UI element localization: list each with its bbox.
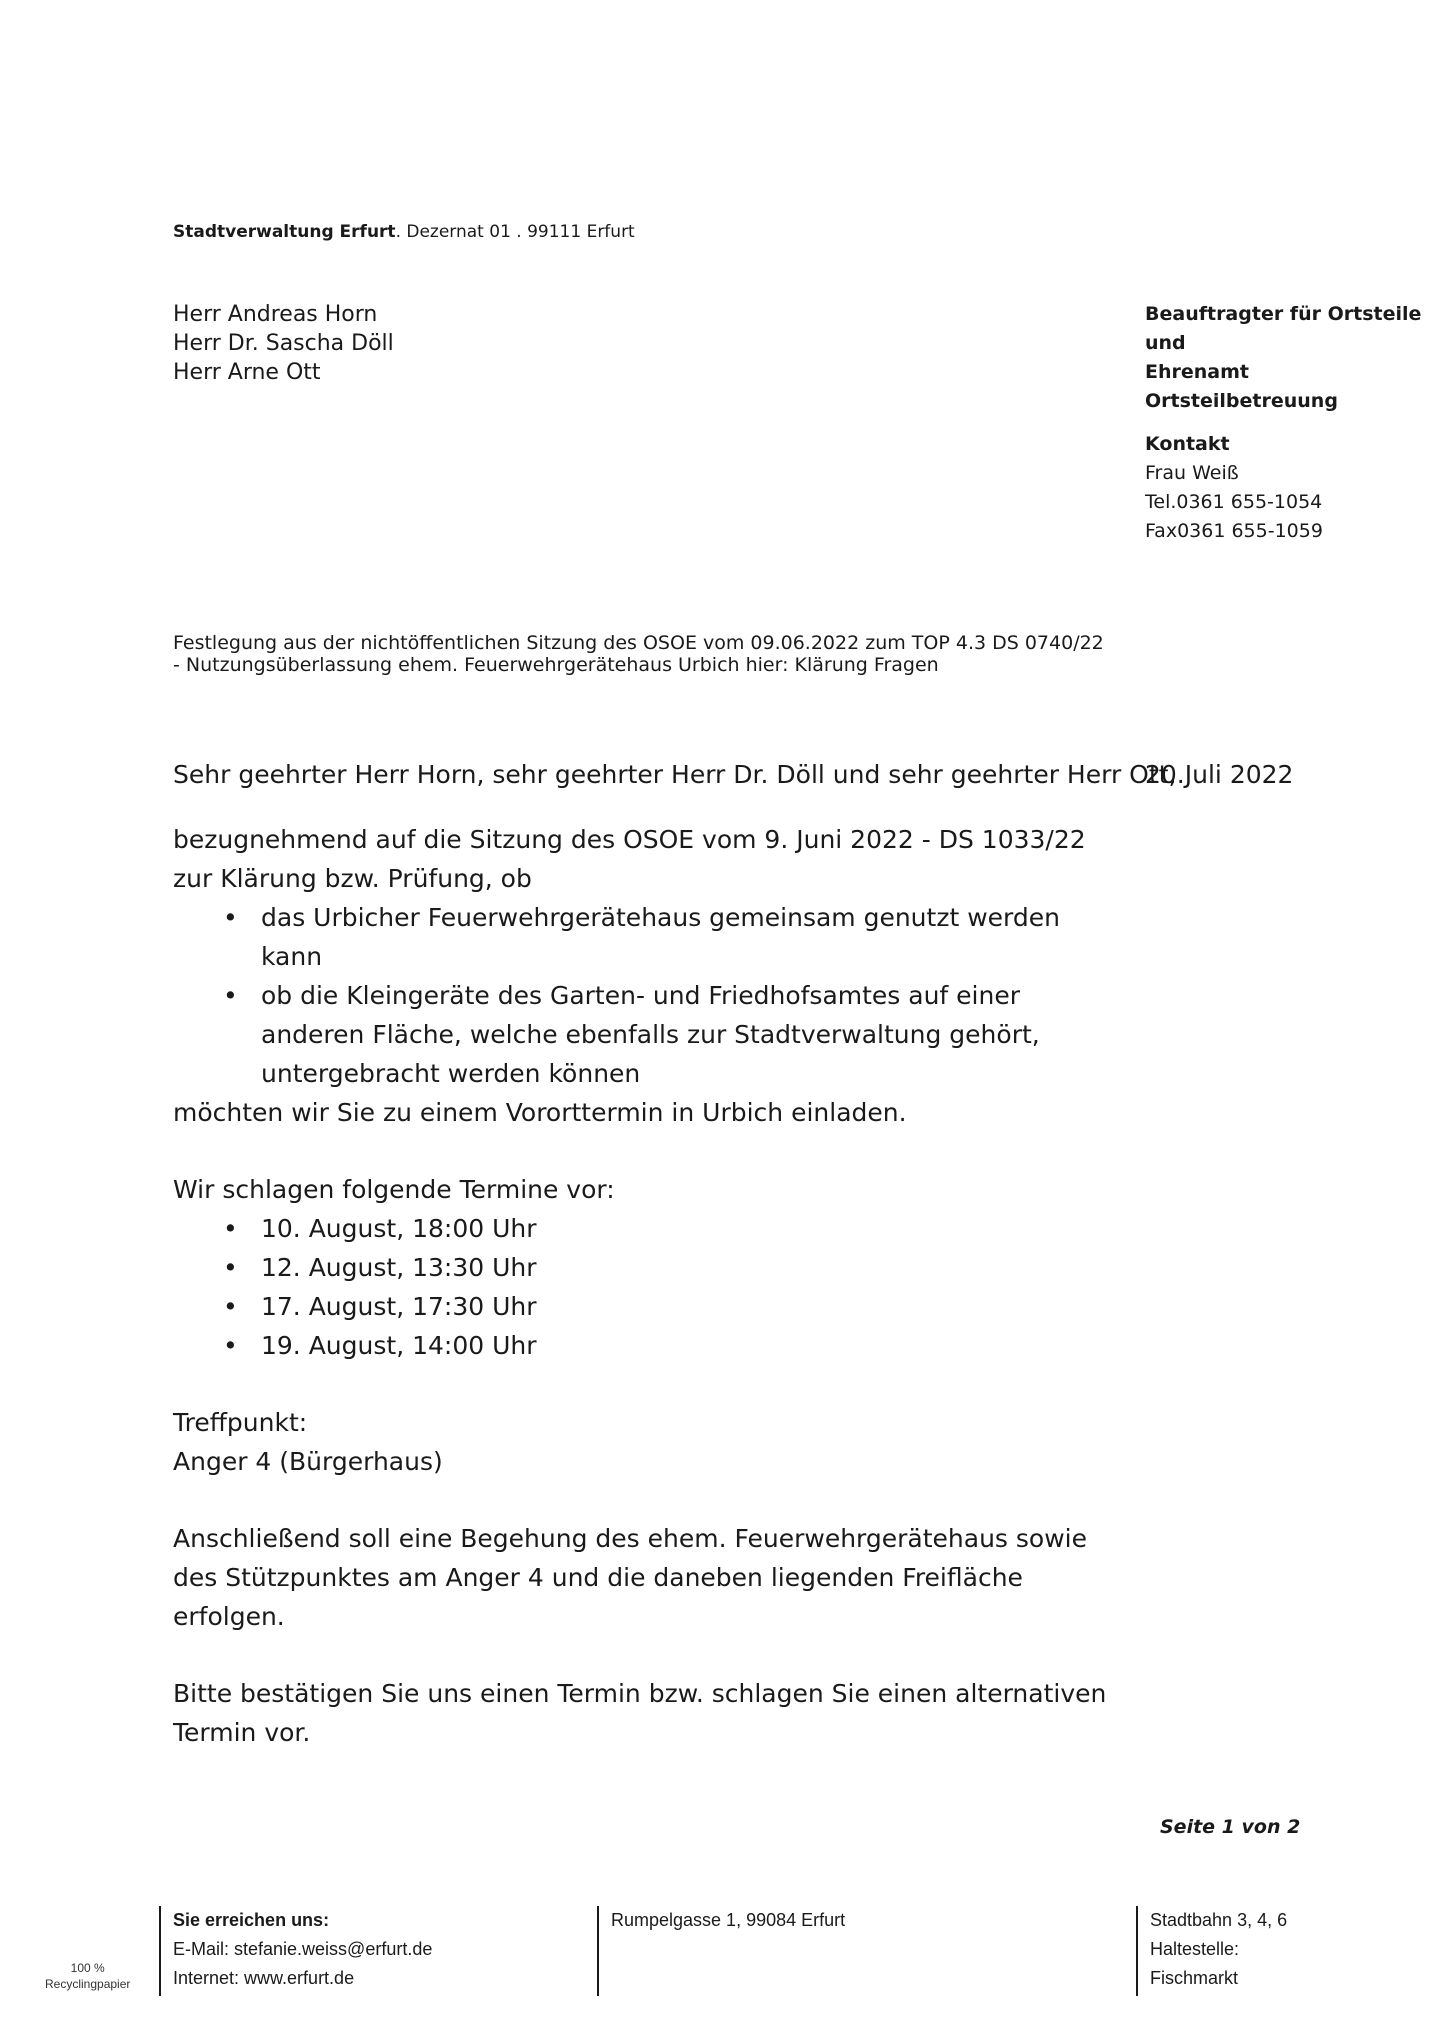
recipient-name: Herr Dr. Sascha Döll — [173, 331, 394, 356]
recipient-name: Herr Arne Ott — [173, 360, 321, 385]
meeting-place: Anger 4 (Bürgerhaus) — [173, 1447, 443, 1476]
intro-paragraph: bezugnehmend auf die Sitzung des OSOE vom 9. Juni 2022 - DS 1033/22 zur Klärung bzw. Prüfung, ob — [173, 825, 1086, 893]
recycling-note: 100 % Recyclingpapier — [45, 1961, 131, 1991]
list-item: • 12. August, 13:30 Uhr — [223, 1253, 537, 1282]
footer-tram: Stadtbahn 3, 4, 6 — [1150, 1910, 1288, 1930]
invite-paragraph: möchten wir Sie zu einem Vororttermin in Urbich einladen. — [173, 1098, 907, 1127]
footer-stop-label: Haltestelle: — [1150, 1939, 1240, 1959]
contact-name: Frau Weiß — [1145, 462, 1239, 484]
sender-rest: . Dezernat 01 . 99111 Erfurt — [395, 222, 635, 242]
recipient-name: Herr Andreas Horn — [173, 302, 378, 327]
department-line: Ortsteilbetreuung — [1145, 390, 1338, 412]
list-item: • 19. August, 14:00 Uhr — [223, 1331, 537, 1360]
sender-org: Stadtverwaltung Erfurt — [173, 222, 396, 242]
salutation: Sehr geehrter Herr Horn, sehr geehrter Herr Dr. Döll und sehr geehrter Herr Ott, — [173, 760, 1177, 789]
contact-label: Kontakt — [1145, 433, 1230, 455]
department-line: Ehrenamt — [1145, 361, 1249, 383]
footer-stop: Fischmarkt — [1150, 1968, 1239, 1988]
contact-fax: Fax0361 655-1059 — [1145, 520, 1323, 542]
closing-paragraph: Bitte bestätigen Sie uns einen Termin bzw. schlagen Sie einen alternativen Termin vor. — [173, 1679, 1107, 1747]
list-item: • das Urbicher Feuerwehrgerätehaus gemeinsam genutzt werden kann — [223, 903, 1060, 971]
footer-transit — [1150, 1906, 1287, 1993]
inspection-paragraph: Anschließend soll eine Begehung des ehem. Feuerwehrgerätehaus sowie des Stützpunktes am Anger 4 und die daneben liegenden Freifläche erfolgen. — [173, 1524, 1088, 1631]
recipient-block — [173, 300, 394, 387]
list-item: • 10. August, 18:00 Uhr — [223, 1214, 537, 1243]
check-list — [173, 898, 1113, 1093]
footer-divider — [159, 1906, 161, 1996]
footer-email: E-Mail: stefanie.weiss@erfurt.de — [173, 1939, 433, 1959]
list-item: • 17. August, 17:30 Uhr — [223, 1292, 537, 1321]
footer-reach-label: Sie erreichen uns: — [173, 1910, 330, 1930]
subject-line: Festlegung aus der nichtöffentlichen Sitzung des OSOE vom 09.06.2022 zum TOP 4.3 DS 0740/22 — [173, 632, 1104, 654]
page-number: Seite 1 von 2 — [1160, 1816, 1301, 1838]
subject-block — [173, 632, 1153, 676]
footer-divider — [597, 1906, 599, 1996]
subject-line: - Nutzungsüberlassung ehem. Feuerwehrgerätehaus Urbich hier: Klärung Fragen — [173, 654, 939, 676]
letter-body — [173, 820, 1113, 1752]
dates-intro: Wir schlagen folgende Termine vor: — [173, 1175, 615, 1204]
department-line: Beauftragter für Ortsteile — [1145, 303, 1422, 325]
meeting-label: Treffpunkt: — [173, 1408, 308, 1437]
footer-internet: Internet: www.erfurt.de — [173, 1968, 355, 1988]
footer-divider — [1136, 1906, 1138, 1996]
letter-date: 20.Juli 2022 — [1145, 760, 1294, 789]
sender-line — [173, 222, 635, 242]
department-sidebar — [1145, 300, 1425, 546]
department-line: und — [1145, 332, 1186, 354]
list-item: • ob die Kleingeräte des Garten- und Friedhofsamtes auf einer anderen Fläche, welche ebenfalls zur Stadtverwaltung gehört, untergebracht werden können — [223, 981, 1040, 1088]
dates-list — [173, 1209, 1113, 1365]
footer-contact — [173, 1906, 432, 1993]
footer-address: Rumpelgasse 1, 99084 Erfurt — [611, 1910, 846, 1930]
contact-tel: Tel.0361 655-1054 — [1145, 491, 1323, 513]
